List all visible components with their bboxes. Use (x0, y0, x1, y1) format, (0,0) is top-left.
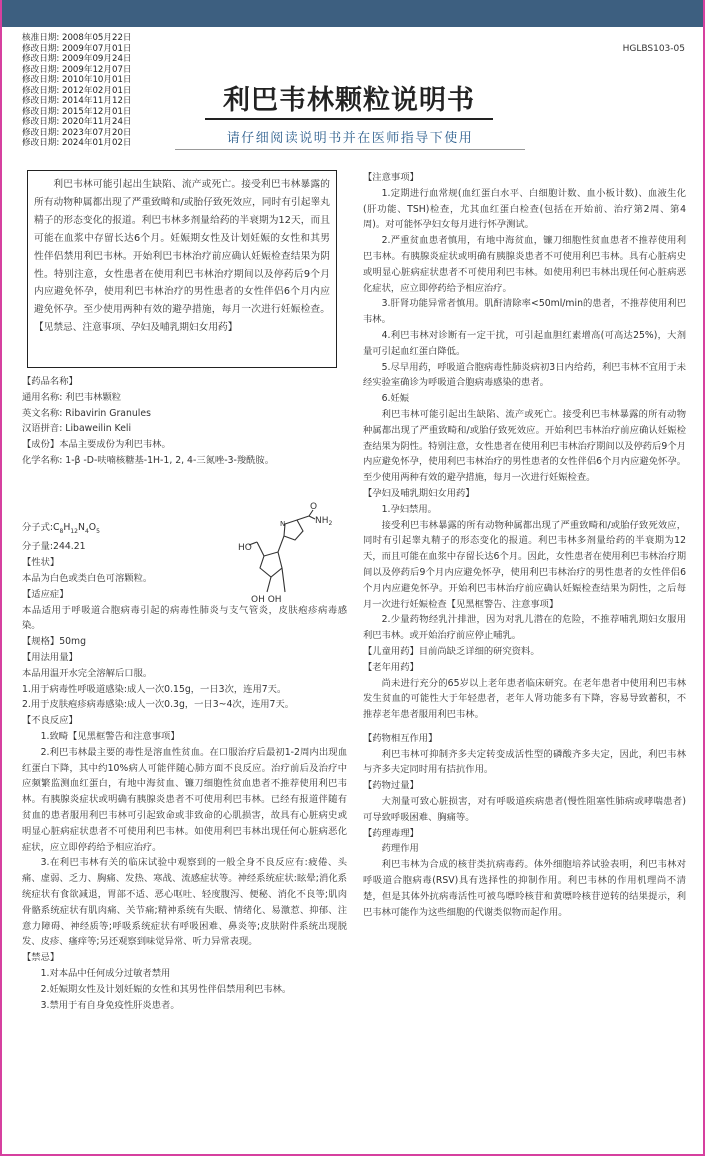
section-heading: 【性状】 (22, 557, 60, 569)
preg-item: 接受利巴韦林暴露的所有动物种属都出现了严重致畸和/或胎仔致死效应，同时有引起睾丸精子的形态变化的报道。利巴韦林多剂量给药的半衰期为12天，而且可能在血浆中存留长达6个月。因此，女性患者在使用利巴韦林治疗期间以及停药后9个月内应避免怀孕，使用利巴韦林治疗的男性患者的女性伴侣6个月内应避免怀孕。开始利巴韦林治疗前应确认妊娠检查结果为阴性，之后每月一次进行妊娠检查【见黑框警告、注意事项】 (363, 519, 686, 610)
caution-item: 2.严重贫血患者慎用，有地中海贫血，镰刀细胞性贫血患者不推荐使用利巴韦林。有胰腺炎症状或明确有胰腺炎患者不可使用利巴韦林。具有心脏病史或明显心脏病症状患者不可使用利巴韦林。如使用利巴韦林出现任何心脏病恶化症状，应立即停药给予相应治疗。 (363, 235, 686, 294)
contra-item: 1.对本品中任何成分过敏者禁用 (40, 967, 171, 979)
section-heading: 【孕妇及哺乳期妇女用药】 (363, 487, 475, 499)
section-heading: 【药物过量】 (363, 780, 419, 792)
section-heading: 【注意事项】 (363, 172, 419, 183)
english-name: 英文名称: Ribavirin Granules (22, 407, 151, 419)
date-line: 修改日期: 2009年12月07日 (22, 64, 132, 75)
section-heading: 【适应症】 (22, 588, 69, 600)
page-title: 利巴韦林颗粒说明书 (205, 84, 493, 120)
caution-item: 3.肝肾功能异常者慎用。肌酐清除率<50ml/min的患者，不推荐使用利巴韦林。 (363, 298, 686, 326)
section-heading: 【禁忌】 (22, 952, 60, 964)
caution-item: 5.尽早用药，呼吸道合胞病毒性肺炎病初3日内给药，利巴韦林不宜用于未经实验室确诊为呼吸道合胞病毒感染的患者。 (363, 361, 686, 389)
caution-item: 1.定期进行血常规(血红蛋白水平、白细胞计数、血小板计数)、血液生化(肝功能、TSH)检查，尤其血红蛋白检查(包括在开始前、治疗第2周、第4周)。对可能怀孕妇女每月进行怀孕测试。 (363, 187, 686, 231)
ho-label: HO (238, 543, 252, 553)
molecular-formula: 分子式$:C_8H_{12}N_4O_5$ (22, 521, 100, 535)
section-heading: 【药品名称】 (22, 376, 78, 387)
right-column (363, 170, 686, 920)
molecular-weight: 分子量:244.21 (22, 541, 86, 553)
section-heading: 【药理毒理】 (363, 827, 419, 839)
ingredient: 【成份】本品主要成份为利巴韦林。 (22, 439, 171, 451)
date-line: 修改日期: 2024年01月02日 (22, 138, 132, 148)
section-heading: 【老年用药】 (363, 661, 419, 673)
date-line: 修改日期: 2012年02月01日 (22, 85, 132, 96)
boxed-warning (27, 170, 337, 368)
child-use: 【儿童用药】目前尚缺乏详细的研究资料。 (363, 645, 540, 657)
header-bar (2, 0, 703, 27)
overdose-text: 大剂量可致心脏损害，对有呼吸道疾病患者(慢性阻塞性肺病或哮喘患者)可导致呼吸困难、胸痛等。 (363, 796, 686, 823)
section-heading: 【不良反应】 (22, 715, 78, 727)
subtitle-divider (175, 149, 525, 150)
contra-item: 3.禁用于有自身免疫性肝炎患者。 (40, 999, 180, 1011)
date-line: 修改日期: 2014年11月12日 (22, 96, 132, 106)
adverse-item: 3.在利巴韦林有关的临床试验中观察到的一般全身不良反应有:疲倦、头痛、虚弱、乏力、胸痛、发热、寒战、流感症状等。神经系统症状:眩晕;消化系统症状有食欲减退，胃部不适、恶心呕吐、轻度腹泻、便秘、消化不良等;肌肉骨骼系统症状有肌肉痛、关节痛;精神系统有失眠、情绪化、易激惹、抑郁、注意力障碍、神经质等;呼吸系统症状有呼吸困难、鼻炎等;皮肤附件系统出现脱发、皮疹、瘙痒等;另还观察到味觉异常、听力异常表现。 (22, 857, 347, 948)
usage-line: 2.用于皮肤疱疹病毒感染:成人一次0.3g，一日3~4次，连用7天。 (22, 699, 295, 711)
indications: 本品适用于呼吸道合胞病毒引起的病毒性肺炎与支气管炎，皮肤疱疹病毒感染。 (22, 604, 347, 632)
pharmacology-title: 药理作用 (381, 843, 419, 855)
section-heading: 【药物相互作用】 (363, 732, 438, 744)
date-line: 修改日期: 2020年11月24日 (22, 117, 132, 127)
preg-item: 1.孕妇禁用。 (381, 503, 437, 515)
warning-text: 利巴韦林可能引起出生缺陷、流产或死亡。接受利巴韦林暴露的所有动物种属都出现了严重致畸和/或胎仔致死效应，同时有引起睾丸精子的形态变化的报道。利巴韦林多剂量给药的半衰期为12天，而且可能在血浆中存留长达6个月。妊娠期女性及计划妊娠的女性和其男性伴侣禁用利巴韦林。开始利巴韦林治疗前应确认妊娠检查结果为阴性。特别注意，女性患者在使用利巴韦林治疗期间以及停药后9个月内应避免怀孕，使用利巴韦林治疗的男性患者的女性伴侣6个月内应避免怀孕。至少使用两种有效的避孕措施，每月一次进行妊娠检查。【见禁忌、注意事项、孕妇及哺乳期妇女用药】 (34, 179, 330, 334)
date-line: 修改日期: 2015年12月01日 (22, 106, 132, 117)
section-heading: 【用法用量】 (22, 652, 78, 664)
preg-item: 2.少量药物经乳汁排泄，因为对乳儿潜在的危险，不推荐哺乳期妇女服用利巴韦林。或开始治疗前应停止哺乳。 (363, 614, 686, 642)
generic-name: 通用名称: 利巴韦林颗粒 (22, 391, 122, 403)
elder-text: 尚未进行充分的65岁以上老年患者临床研究。在老年患者中使用利巴韦林发生贫血的可能性大于年轻患者，老年人肾功能多有下降，容易导致蓄积，不推荐老年患者服用利巴韦林。 (363, 677, 686, 721)
interaction-text: 利巴韦林可抑制齐多夫定转变成活性型的磷酸齐多夫定，因此，利巴韦林与齐多夫定同时用有拮抗作用。 (363, 748, 686, 776)
chemical-name: 化学名称: 1-β -D-呋喃核糖基-1H-1, 2, 4-三氮唑-3-羧酰胺。 (22, 454, 275, 466)
characteristics: 本品为白色或类白色可溶颗粒。 (22, 573, 153, 585)
specification: 【规格】50mg (22, 636, 86, 648)
revision-dates (22, 33, 132, 149)
document-code: HGLBS103-05 (622, 44, 685, 54)
oxygen-label: O (310, 502, 318, 512)
ribavirin-structure-icon (235, 502, 345, 617)
nh2-label: $NH_2$ (315, 516, 333, 527)
date-line: 修改日期: 2009年09月24日 (22, 54, 132, 64)
oh-label: OH OH (251, 595, 282, 605)
pharmacology-text: 利巴韦林为合成的核苷类抗病毒药。体外细胞培养试验表明，利巴韦林对呼吸道合胞病毒(RSV)具有选择性的抑制作用。利巴韦林的作用机理尚不清楚，但是其体外抗病毒活性可被鸟嘌呤核苷和黄嘌呤核苷逆转的结果提示，利巴韦林可能作为这些细胞的代谢类似物而起作用。 (363, 859, 686, 918)
usage-line: 1.用于病毒性呼吸道感染:成人一次0.15g，一日3次，连用7天。 (22, 683, 287, 695)
date-line: 修改日期: 2023年07月20日 (22, 127, 132, 138)
date-line: 修改日期: 2009年07月01日 (22, 43, 132, 54)
date-line: 核准日期: 2008年05月22日 (22, 33, 132, 43)
date-line: 修改日期: 2010年10月01日 (22, 75, 132, 85)
caution-item: 6.妊娠 (381, 393, 410, 405)
contra-item: 2.妊娠期女性及计划妊娠的女性和其男性伴侣禁用利巴韦林。 (40, 983, 292, 995)
left-column (22, 374, 347, 1013)
caution-item: 4.利巴韦林对诊断有一定干扰，可引起血胆红素增高(可高达25%)，大剂量可引起血红蛋白降低。 (363, 329, 686, 357)
caution-item: 利巴韦林可能引起出生缺陷、流产或死亡。接受利巴韦林暴露的所有动物种属都出现了严重致畸和/或胎仔致死效应。开始利巴韦林治疗前应确认妊娠检查结果为阴性。特别注意，女性患者在使用利巴韦林治疗期间以及停药后9个月内应避免怀孕，使用利巴韦林治疗的男性患者的女性伴侣6个月内应避免怀孕。至少使用两种有效的避孕措施，每月一次进行妊娠检查。 (363, 408, 686, 484)
adverse-item: 2.利巴韦林最主要的毒性是溶血性贫血。在口服治疗后最初1-2周内出现血红蛋白下降，其中约10%病人可能伴随心肺方面不良反应。治疗前后及治疗中应频繁监测血红蛋白，有地中海贫血、镰刀细胞性贫血患者不推荐使用利巴韦林。有胰腺炎症状或明确有胰腺炎患者不可使用利巴韦林。已经有报道伴随有贫血的患者服用利巴韦林可引起致命或非致命的心肌损害，故具有心脏病史或明显心脏病症状患者不可使用利巴韦林。如使用利巴韦林出现任何心脏病恶化症状，应立即停药给予相应治疗。 (22, 746, 347, 853)
adverse-item: 1.致畸【见黑框警告和注意事项】 (40, 731, 180, 742)
usage-line: 本品用温开水完全溶解后口服。 (22, 667, 153, 679)
pinyin-name: 汉语拼音: Libaweilin Keli (22, 423, 132, 435)
subtitle: 请仔细阅读说明书并在医师指导下使用 (226, 131, 474, 146)
nitrogen-label: N (280, 520, 286, 528)
